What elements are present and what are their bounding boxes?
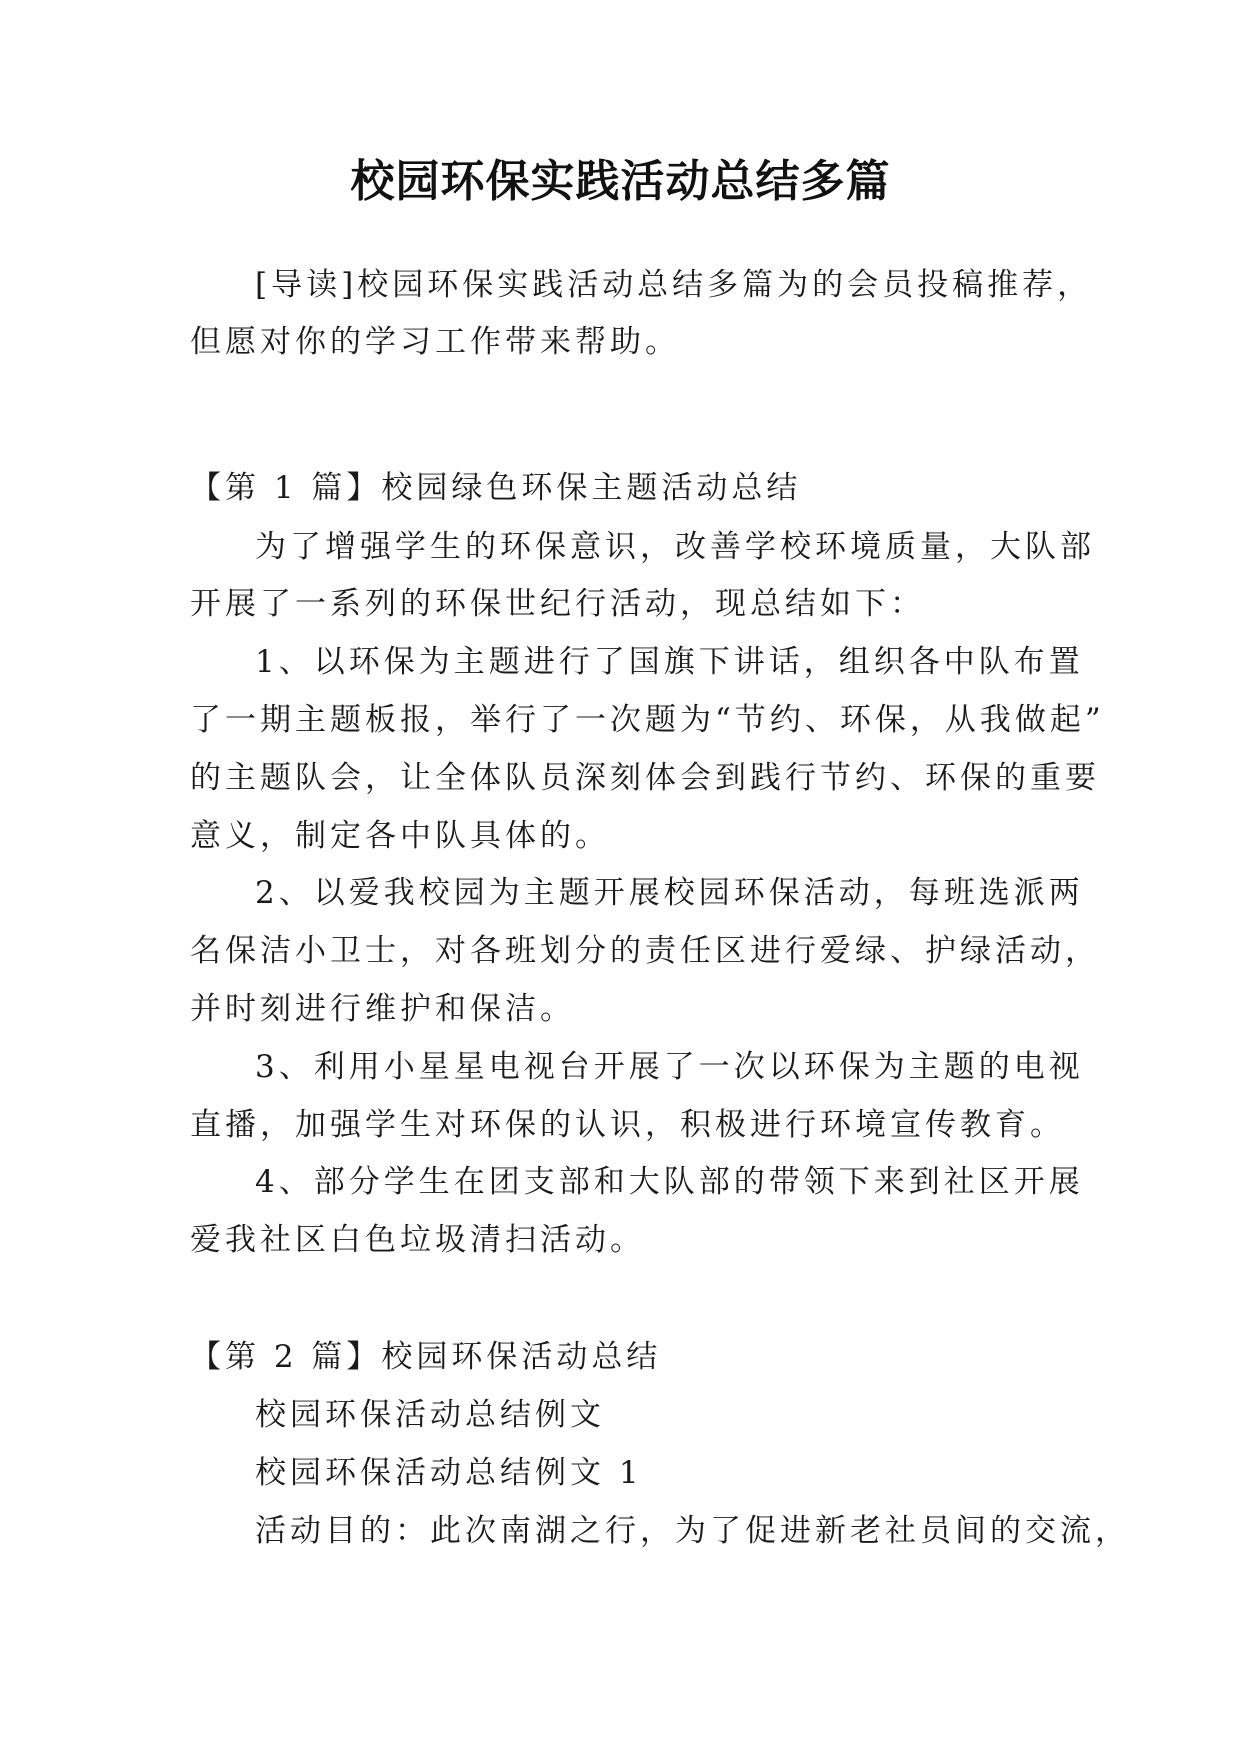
- section-1-paragraph-2-line-1: 1、以环保为主题进行了国旗下讲话，组织各中队布置: [255, 644, 1084, 680]
- section-2-line-2: 校园环保活动总结例文 1: [255, 1455, 643, 1491]
- section-1-paragraph-3-line-2: 名保洁小卫士，对各班划分的责任区进行爱绿、护绿活动，: [190, 933, 1100, 969]
- document-title: 校园环保实践活动总结多篇: [350, 156, 891, 207]
- section-1-paragraph-5-line-2: 爱我社区白色垃圾清扫活动。: [190, 1222, 645, 1258]
- section-2-heading: 【第 2 篇】校园环保活动总结: [190, 1339, 662, 1375]
- section-2-line-1: 校园环保活动总结例文: [255, 1397, 605, 1433]
- section-1-paragraph-5-line-1: 4、部分学生在团支部和大队部的带领下来到社区开展: [255, 1164, 1084, 1200]
- section-1-paragraph-2-line-3: 的主题队会，让全体队员深刻体会到践行节约、环保的重要: [190, 760, 1100, 796]
- intro-line-2: 但愿对你的学习工作带来帮助。: [190, 324, 680, 360]
- section-2-line-3: 活动目的：此次南湖之行，为了促进新老社员间的交流，: [255, 1513, 1130, 1549]
- section-1-paragraph-4-line-2: 直播，加强学生对环保的认识，积极进行环境宣传教育。: [190, 1107, 1065, 1143]
- section-1-paragraph-3-line-1: 2、以爱我校园为主题开展校园环保活动，每班选派两: [255, 875, 1084, 911]
- section-1-heading: 【第 1 篇】校园绿色环保主题活动总结: [190, 470, 802, 506]
- section-1-paragraph-1-line-1: 为了增强学生的环保意识，改善学校环境质量，大队部: [255, 529, 1095, 565]
- section-1-paragraph-1-line-2: 开展了一系列的环保世纪行活动，现总结如下：: [190, 586, 925, 622]
- section-1-paragraph-2-line-4: 意义，制定各中队具体的。: [190, 818, 610, 854]
- section-1-paragraph-3-line-3: 并时刻进行维护和保洁。: [190, 991, 575, 1027]
- intro-line-1: [导读]校园环保实践活动总结多篇为的会员投稿推荐，: [255, 267, 1093, 303]
- section-1-paragraph-2-line-2: 了一期主题板报，举行了一次题为“节约、环保，从我做起”: [190, 702, 1105, 738]
- section-1-paragraph-4-line-1: 3、利用小星星电视台开展了一次以环保为主题的电视: [255, 1049, 1084, 1085]
